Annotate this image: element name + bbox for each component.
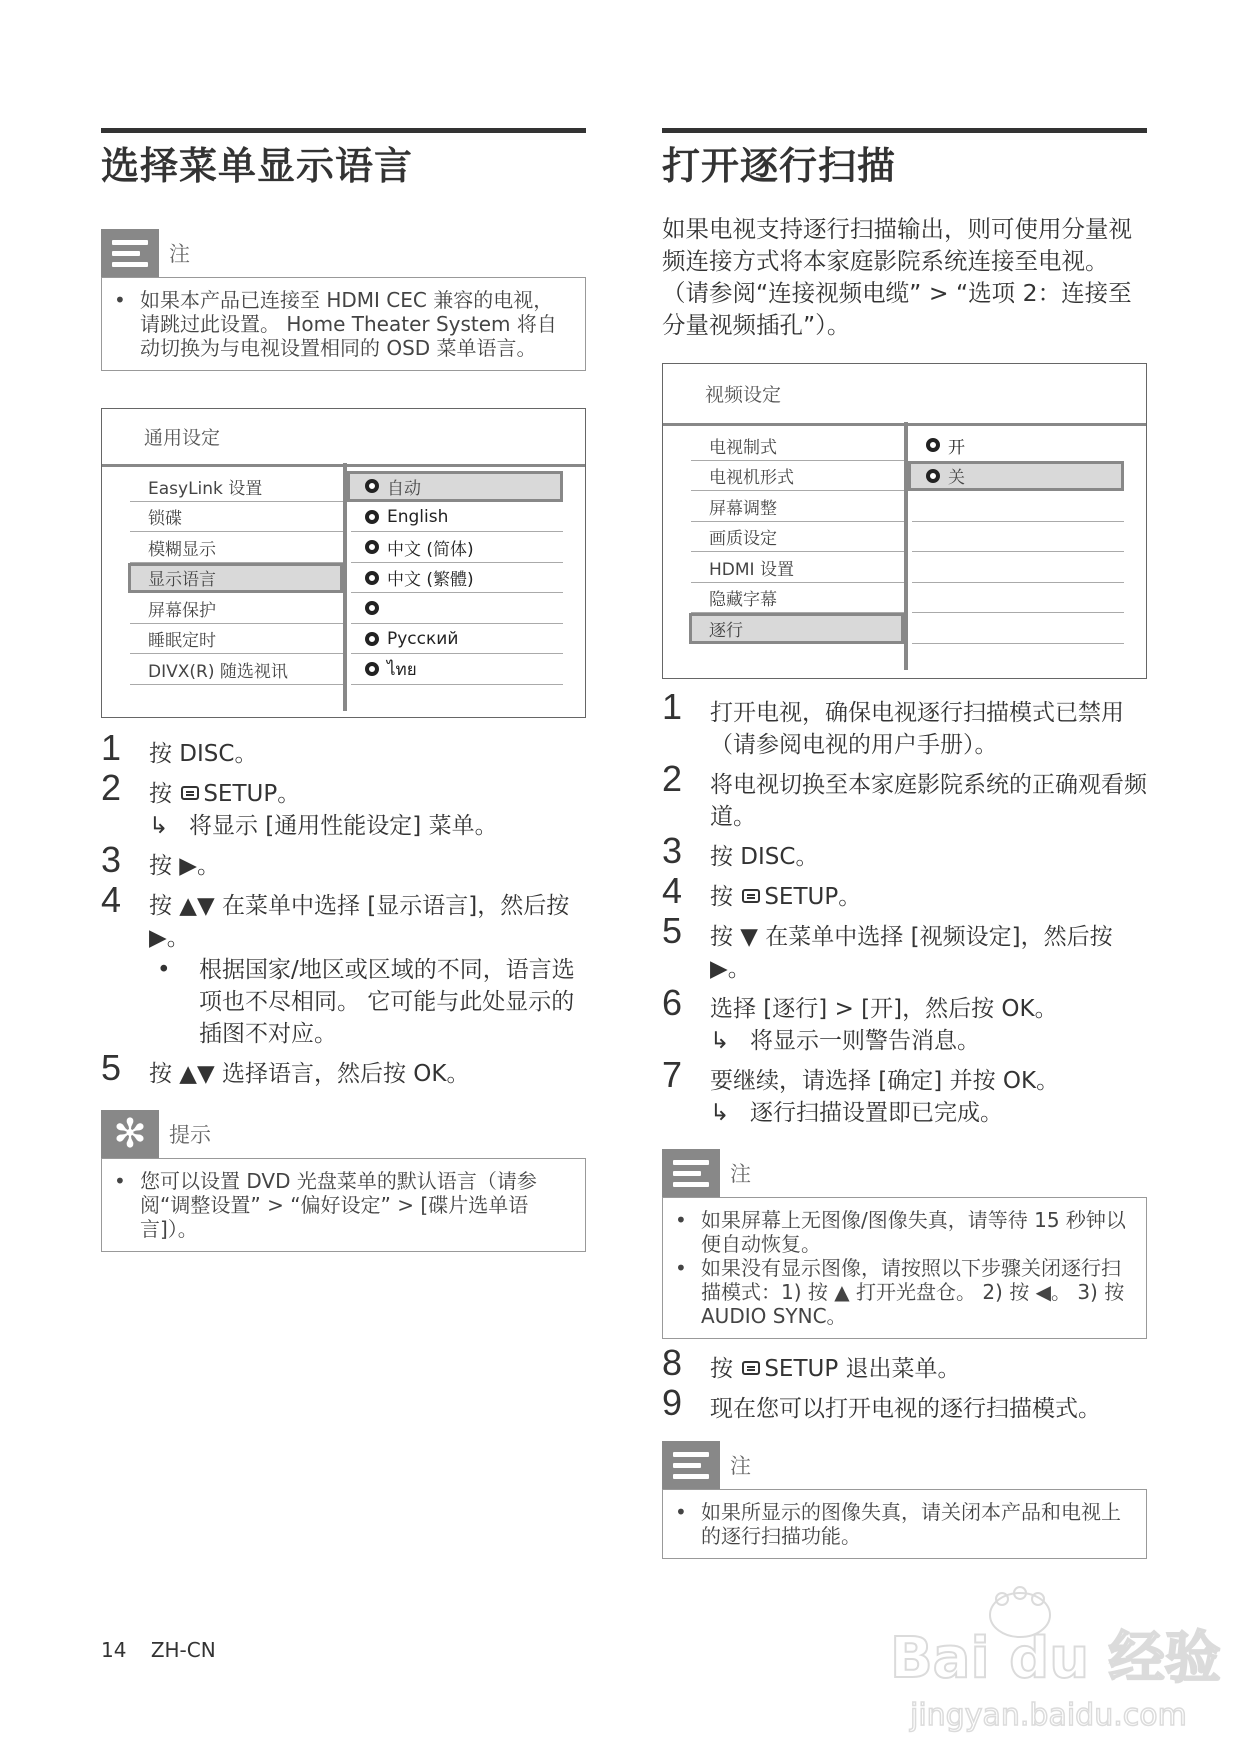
step: 3 按 ▶。 [101,839,220,880]
note-label: 注 [730,1162,751,1186]
option[interactable]: 中文 (简体) [347,532,567,563]
option[interactable]: Русский [347,624,567,655]
option[interactable]: ไทย [347,654,567,685]
menu-item[interactable]: 屏幕保护 [102,593,343,624]
watermark-url: jingyan.baidu.com [910,1698,1187,1733]
section-rule [662,128,1147,133]
note-item: • 如果本产品已连接至 HDMI CEC 兼容的电视，请跳过此设置。 Home Theater System 将自动切换为与电视设置相同的 OSD 菜单语言。 [114,288,571,360]
option-selected[interactable]: 自动 [347,471,563,502]
menu-item[interactable]: 电视机形式 [663,461,904,492]
section-rule [101,128,586,133]
option-empty [908,522,1128,553]
intro-paragraph: 如果电视支持逐行扫描输出，则可使用分量视频连接方式将本家庭影院系统连接至电视。 （请参阅“连接视频电缆” > “选项 2：连接至分量视频插孔”）。 [662,215,1132,339]
option[interactable]: 中文 (繁體) [347,563,567,594]
note-icon [662,1149,720,1197]
note-label: 注 [169,242,190,266]
note-box [101,229,586,371]
setup-icon [742,1361,760,1375]
note-box [662,1441,1147,1559]
page-footer [101,1638,216,1662]
step: 8 按 SETUP 退出菜单。 [662,1342,961,1383]
step: 4 按 SETUP。 [662,870,862,911]
note-label: 注 [730,1454,751,1478]
option[interactable]: English [347,502,567,533]
step: 5 按 ▲▼ 选择语言，然后按 OK。 [101,1047,470,1088]
section-title: 选择菜单显示语言 [101,144,414,188]
option[interactable] [347,593,567,624]
step-result: ↳ 逐行扫描设置即已完成。 [710,1097,1147,1129]
option-empty [908,491,1128,522]
option-empty [908,583,1128,614]
step: 7 要继续，请选择 [确定] 并按 OK。 ↳ 逐行扫描设置即已完成。 [662,1065,1147,1129]
step: 1 按 DISC。 [101,727,258,768]
menu-item[interactable]: DIVX(R) 随选视讯 [102,654,343,685]
step: 6 选择 [逐行] > [开]，然后按 OK。 ↳ 将显示一则警告消息。 [662,993,1147,1057]
general-settings-menu [101,408,586,718]
menu-item[interactable]: 隐藏字幕 [663,583,904,614]
note-item: • 如果屏幕上无图像/图像失真，请等待 15 秒钟以便自动恢复。 [675,1208,1132,1256]
section-title: 打开逐行扫描 [662,144,897,188]
steps-list [101,727,586,1090]
menu-item[interactable]: 电视制式 [663,430,904,461]
tip-item: • 您可以设置 DVD 光盘菜单的默认语言（请参阅“调整设置” > “偏好设定” > [碟片选单语言]）。 [114,1169,571,1241]
tip-box [101,1110,586,1252]
option[interactable]: 开 [908,430,1128,461]
menu-item[interactable]: EasyLink 设置 [102,471,343,502]
option-empty [908,613,1128,644]
menu-item-selected[interactable]: 逐行 [689,613,904,644]
watermark-brand: Bai du 经验 [890,1626,1221,1691]
menu-item[interactable]: HDMI 设置 [663,552,904,583]
language-code: ZH-CN [150,1638,216,1662]
steps-list [662,686,1147,1129]
option-selected[interactable]: 关 [908,461,1124,492]
left-column [101,128,586,1252]
tip-star-icon: ✻ [101,1110,159,1158]
note-icon [662,1441,720,1489]
note-item: • 如果没有显示图像，请按照以下步骤关闭逐行扫描模式：1) 按 ▲ 打开光盘仓。 2) 按 ◀。 3) 按 AUDIO SYNC。 [675,1256,1132,1328]
right-column [662,128,1147,1559]
menu-item[interactable]: 屏幕调整 [663,491,904,522]
step: 9 现在您可以打开电视的逐行扫描模式。 [662,1382,1101,1423]
step-bullet: • 根据国家/地区或区域的不同，语言选项也不尽相同。 它可能与此处显示的插图不对应。 [157,957,575,1047]
step-result: ↳ 将显示一则警告消息。 [710,1025,1147,1057]
menu-item[interactable]: 模糊显示 [102,532,343,563]
page-number: 14 [101,1638,127,1662]
step: 4 按 ▲▼ 在菜单中选择 [显示语言]，然后按 ▶。 • 根据国家/地区或区域的不同，语言选项也不尽相同。 它可能与此处显示的插图不对应。 [101,890,586,1050]
step: 2 将电视切换至本家庭影院系统的正确观看频道。 [662,758,1147,830]
video-settings-menu [662,363,1147,679]
menu-title: 视频设定 [663,364,1146,426]
tip-label: 提示 [169,1123,211,1147]
steps-list [662,1342,1147,1425]
step-result: ↳ 将显示 [通用性能设定] 菜单。 [149,810,586,842]
setup-icon [742,889,760,903]
menu-title: 通用设定 [102,409,585,467]
option-empty [908,552,1128,583]
result-arrow-icon: ↳ [710,1028,730,1054]
result-arrow-icon: ↳ [149,813,169,839]
menu-item-selected[interactable]: 显示语言 [128,563,343,594]
result-arrow-icon: ↳ [710,1100,730,1126]
setup-icon [181,786,199,800]
step: 3 按 DISC。 [662,830,819,871]
note-icon [101,229,159,277]
note-item: • 如果所显示的图像失真，请关闭本产品和电视上的逐行扫描功能。 [675,1500,1132,1548]
menu-item[interactable]: 画质设定 [663,522,904,553]
menu-item[interactable]: 睡眠定时 [102,624,343,655]
note-box [662,1149,1147,1339]
baidu-watermark-logo [880,1585,1221,1735]
step: 2 按 SETUP。 ↳ 将显示 [通用性能设定] 菜单。 [101,778,586,842]
step: 5 按 ▼ 在菜单中选择 [视频设定]，然后按 ▶。 [662,910,1113,982]
step: 1 打开电视，确保电视逐行扫描模式已禁用（请参阅电视的用户手册）。 [662,686,1124,758]
menu-item[interactable]: 锁碟 [102,502,343,533]
